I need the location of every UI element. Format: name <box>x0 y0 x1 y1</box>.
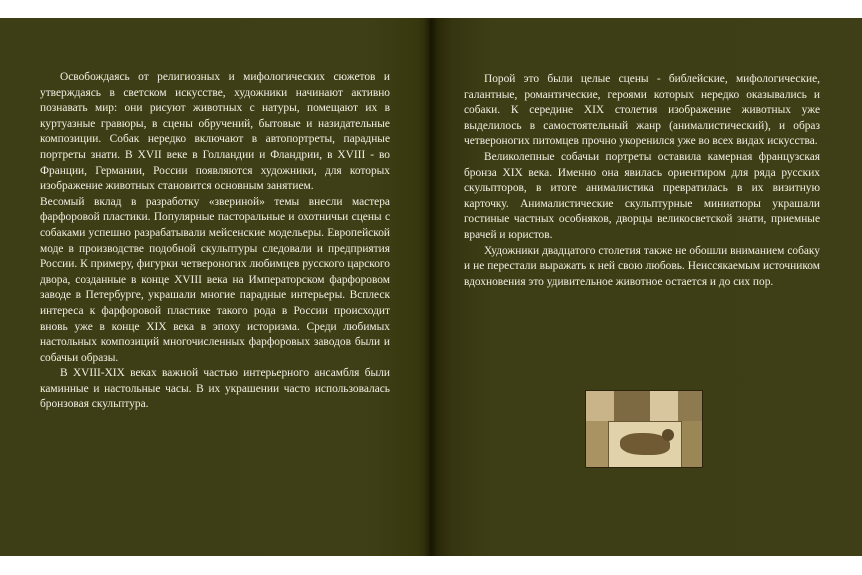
paragraph: В XVIII-XIX веках важной частью интерьерного ансамбля были каминные и настольные часы. В их украшении часто использовалась бронзовая скульптура. <box>40 367 390 411</box>
illustration-panel <box>586 391 614 421</box>
paragraph: Художники двадцатого столетия также не обошли вниманием собаку и не перестали выражать к ней свою любовь. Неиссякаемым источником вдохновения это удивительное животное остается и до сих пор. <box>464 244 820 288</box>
dog-head <box>662 429 674 441</box>
illustration-panel <box>678 391 703 421</box>
paragraph: Великолепные собачьи портреты оставила камерная французская бронза XIX века. Именно она явилась ориентиром для ряда русских скульпторов, в итоге анималистика превратилась в их визитную карточку. Анималистические скульптурные миниатюры украшали гостиные частных особняков, дворцы великосветской знати, приемные врачей и юристов. <box>464 150 820 241</box>
book-spread <box>0 18 862 556</box>
paragraph: Освобождаясь от религиозных и мифологических сюжетов и утверждаясь в светском искусстве, художники начинают активно познавать мир: они рисуют животных с натуры, помещают их в куртуазные гравюры, в сцены обручений, бытовые и назидательные композиции. Собак нередко включают в автопортреты, парадные портреты знати. В XVII веке в Голландии и Фландрии, в XVIII - во Франции, Германии, России появляются художники, для которых изображение животных становится основным занятием. <box>40 71 390 193</box>
engraving-illustration <box>585 390 703 468</box>
paragraph: Порой это были целые сцены - библейские, мифологические, галантные, романтические, героями которых нередко оказывались и собаки. К середине XIX столетия изображение животных уже выделилось в самостоятельный жанр (анималистический), и образ четвероногих питомцев прочно укоренился уже во всех видах искусства. <box>464 73 820 148</box>
right-text-column <box>464 72 820 290</box>
illustration-panel <box>650 391 678 421</box>
book-gutter <box>424 18 438 556</box>
illustration-panel <box>682 421 703 468</box>
illustration-panel <box>614 391 650 421</box>
paragraph: Весомый вклад в разработку «звериной» темы внесли мастера фарфоровой пластики. Популярные пасторальные и охотничьи сцены с собаками успешно разрабатывали мейсенские модельеры. Европейской моде в производстве подобной скульптуры следовали и предприятия России. К примеру, фигурки четвероногих любимцев русского царского двора, созданные в конце XVIII века на Императорском фарфоровом заводе в Петербурге, украшали многие парадные интерьеры. Всплеск интереса к фарфоровой пластике такого рода в России происходит вновь уже в конце XIX века в эпоху историзма. Среди любимых настольных композиций многочисленных фарфоровых заводов были и собачьи образы. <box>40 195 390 364</box>
left-text-column <box>40 70 390 413</box>
left-page <box>0 18 430 556</box>
illustration-panel <box>586 421 608 468</box>
